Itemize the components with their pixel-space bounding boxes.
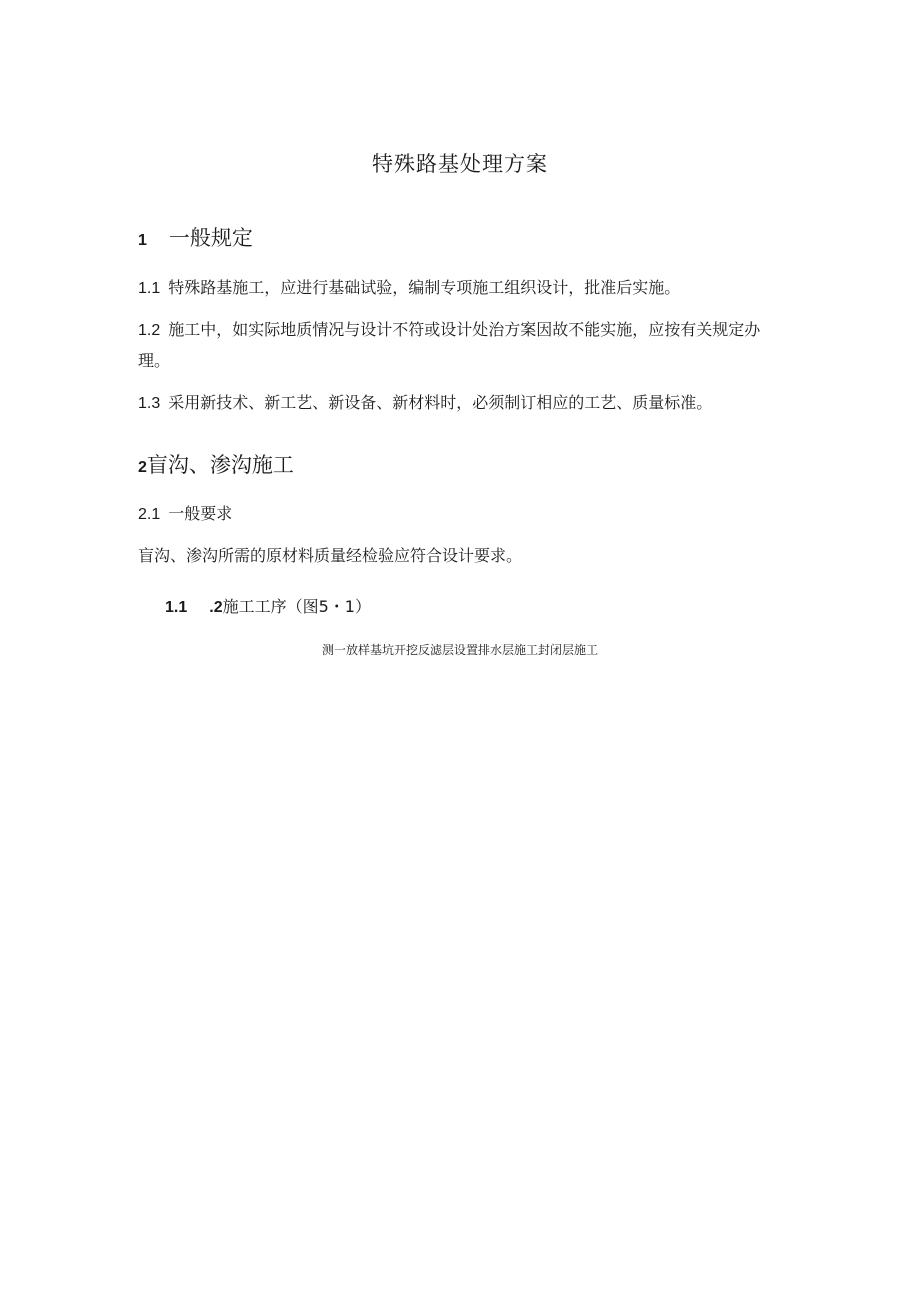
- clause-1-2-text: 施工中，如实际地质情况与设计不符或设计处治方案因故不能实施，应按有关规定办理。: [138, 320, 761, 370]
- document-title: 特殊路基处理方案: [372, 152, 548, 176]
- subsection-procedure: [165, 594, 371, 617]
- subsection-2-1-number: 2.1: [138, 506, 161, 523]
- section-1-number: 1: [138, 232, 147, 249]
- procedure-number-b: .2: [209, 599, 223, 616]
- subsection-2-1-title: 一般要求: [168, 504, 233, 523]
- clause-1-2-number: 1.2: [138, 322, 161, 339]
- section-1-title: 一般规定: [168, 226, 253, 250]
- clause-1-3-number: 1.3: [138, 395, 161, 412]
- clause-1-2: [138, 315, 778, 376]
- section-2-heading: [138, 449, 294, 479]
- section-1-heading: [138, 222, 253, 252]
- procedure-number-a: 1.1: [165, 599, 188, 616]
- subsection-2-1: [138, 499, 778, 530]
- procedure-title: 施工工序（图5・1）: [222, 597, 371, 616]
- clause-1-1: [138, 273, 778, 304]
- clause-1-3-text: 采用新技术、新工艺、新设备、新材料时，必须制订相应的工艺、质量标准。: [168, 393, 713, 412]
- procedure-flow-text: 测一放样基坑开挖反滤层设置排水层施工封闭层施工: [321, 643, 598, 657]
- subsection-2-1-body: 盲沟、渗沟所需的原材料质量经检验应符合设计要求。: [138, 546, 523, 565]
- clause-1-1-number: 1.1: [138, 280, 161, 297]
- clause-1-1-text: 特殊路基施工，应进行基础试验，编制专项施工组织设计，批准后实施。: [168, 278, 681, 297]
- section-2-number: 2: [138, 459, 147, 476]
- section-2-title: 盲沟、渗沟施工: [146, 453, 294, 477]
- clause-1-3: [138, 388, 778, 419]
